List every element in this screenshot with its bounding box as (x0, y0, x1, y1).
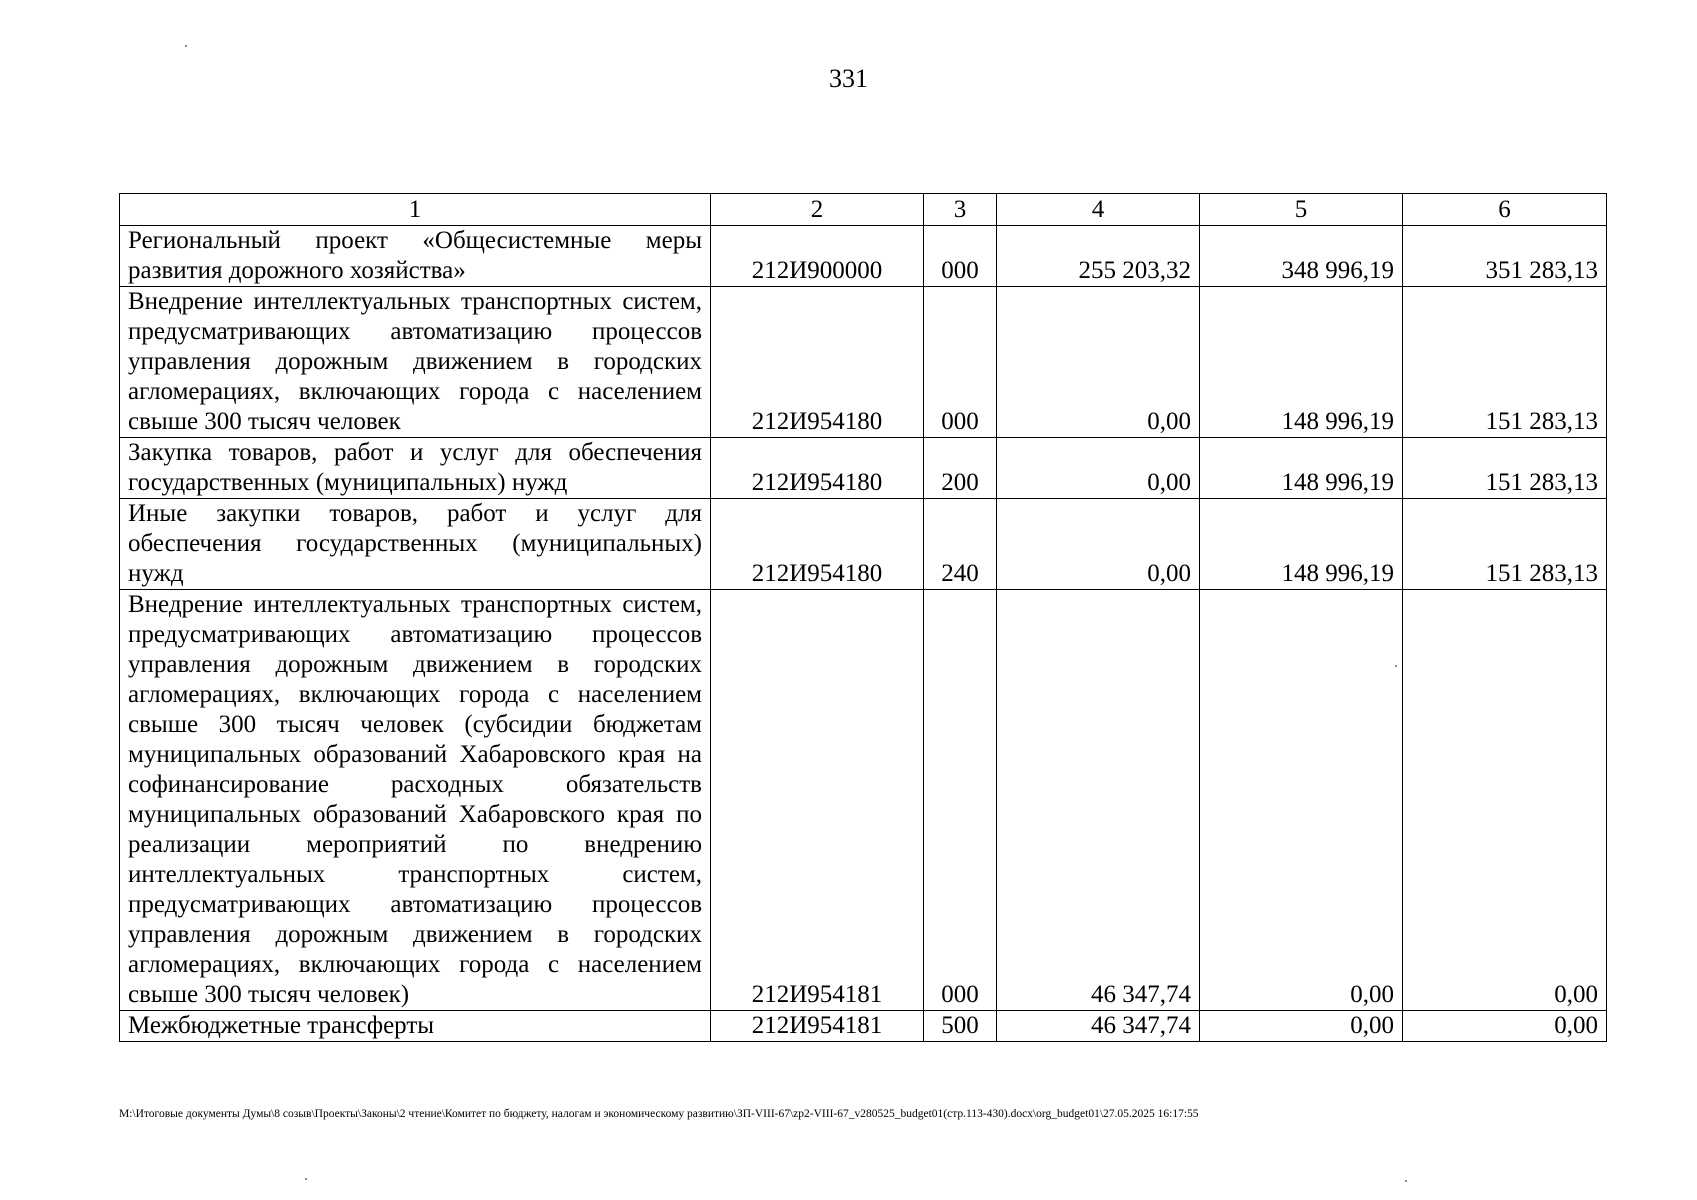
row-value-2: 0,00 (1200, 590, 1403, 1011)
table-row (120, 590, 1607, 1011)
row-name: Закупка товаров, работ и услуг для обеспечения государственных (муниципальных) нужд (120, 438, 711, 499)
table-row (120, 1011, 1607, 1042)
table-row (120, 287, 1607, 438)
row-group: 500 (924, 1011, 997, 1042)
column-header: 4 (997, 194, 1200, 226)
row-name: Региональный проект «Общесистемные меры развития дорожного хозяйства» (120, 226, 711, 287)
row-code: 212И954180 (711, 499, 924, 590)
row-name: Внедрение интеллектуальных транспортных систем, предусматривающих автоматизацию процессов управления дорожным движением в городских агломерациях, включающих города с населением свыше 300 тысяч человек (120, 287, 711, 438)
row-group: 000 (924, 226, 997, 287)
row-group: 200 (924, 438, 997, 499)
row-value-1: 46 347,74 (997, 1011, 1200, 1042)
column-header: 5 (1200, 194, 1403, 226)
row-value-1: 0,00 (997, 287, 1200, 438)
scan-speck (1405, 1180, 1407, 1182)
row-value-1: 0,00 (997, 438, 1200, 499)
page-number: 331 (829, 64, 868, 93)
row-value-1: 46 347,74 (997, 590, 1200, 1011)
row-group: 000 (924, 590, 997, 1011)
scan-speck (305, 1178, 307, 1180)
row-value-3: 151 283,13 (1403, 438, 1607, 499)
row-value-2: 148 996,19 (1200, 438, 1403, 499)
row-value-2: 0,00 (1200, 1011, 1403, 1042)
table-row (120, 226, 1607, 287)
column-header: 3 (924, 194, 997, 226)
column-header: 2 (711, 194, 924, 226)
row-group: 000 (924, 287, 997, 438)
row-code: 212И954181 (711, 590, 924, 1011)
row-code: 212И954180 (711, 287, 924, 438)
table-header-row (120, 194, 1607, 226)
row-code: 212И954181 (711, 1011, 924, 1042)
column-header: 6 (1403, 194, 1607, 226)
row-value-3: 151 283,13 (1403, 287, 1607, 438)
row-value-3: 351 283,13 (1403, 226, 1607, 287)
row-value-1: 255 203,32 (997, 226, 1200, 287)
row-name: Внедрение интеллектуальных транспортных систем, предусматривающих автоматизацию процессов управления дорожным движением в городских агломерациях, включающих города с населением свыше 300 тысяч человек (субсидии бюджетам муниципальных образований Хабаровского края на софинансирование расходных обязательств муниципальных образований Хабаровского края по реализации мероприятий по внедрению интеллектуальных транспортных систем, предусматривающих автоматизацию процессов управления дорожным движением в городских агломерациях, включающих города с населением свыше 300 тысяч человек) (120, 590, 711, 1011)
file-path-footer: M:\Итоговые документы Думы\8 созыв\Проекты\Законы\2 чтение\Комитет по бюджету, налогам и экономическому развитию\ЗП-VIII-67\zp2-VIII-67_v280525_budget01(стр.113-430).docx\org_budget01\27.05.2025 16:17:55 (119, 1108, 1199, 1120)
row-value-3: 0,00 (1403, 590, 1607, 1011)
column-header: 1 (120, 194, 711, 226)
table-row (120, 438, 1607, 499)
row-value-2: 148 996,19 (1200, 499, 1403, 590)
row-group: 240 (924, 499, 997, 590)
budget-table (119, 193, 1607, 1042)
table-row (120, 499, 1607, 590)
row-value-2: 348 996,19 (1200, 226, 1403, 287)
scan-speck (185, 45, 187, 47)
row-value-3: 0,00 (1403, 1011, 1607, 1042)
row-code: 212И954180 (711, 438, 924, 499)
scan-speck (1395, 665, 1397, 667)
row-value-1: 0,00 (997, 499, 1200, 590)
row-name: Межбюджетные трансферты (120, 1011, 711, 1042)
row-value-3: 151 283,13 (1403, 499, 1607, 590)
row-name: Иные закупки товаров, работ и услуг для обеспечения государственных (муниципальных) нужд (120, 499, 711, 590)
row-value-2: 148 996,19 (1200, 287, 1403, 438)
row-code: 212И900000 (711, 226, 924, 287)
